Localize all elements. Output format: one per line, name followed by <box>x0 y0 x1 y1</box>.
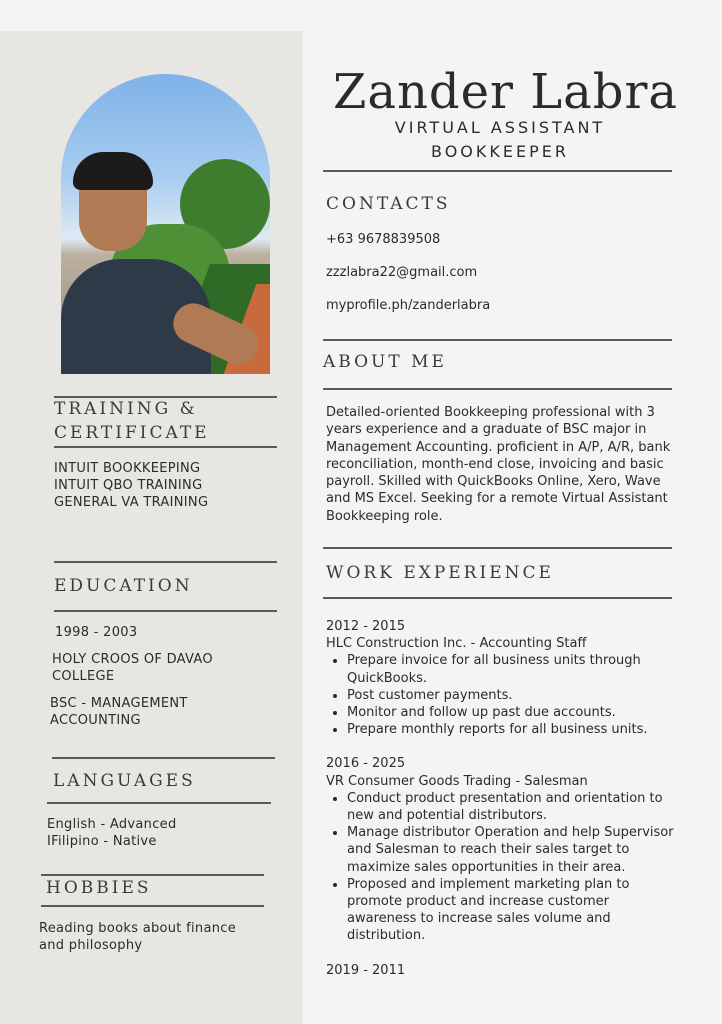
education-years: 1998 - 2003 <box>55 625 138 640</box>
job-years: 2012 - 2015 <box>326 619 406 634</box>
training-heading-line1: TRAINING & <box>54 399 198 419</box>
divider <box>323 388 672 390</box>
divider <box>323 597 672 599</box>
job-duty: • Conduct product presentation and orientation to new and potential distributors. <box>347 790 676 824</box>
about-heading: ABOUT ME <box>323 352 447 372</box>
divider <box>54 610 277 612</box>
languages-list <box>47 816 177 850</box>
job-entry <box>326 618 676 738</box>
job-duty: • Manage distributor Operation and help Supervisor and Salesman to reach their sales target to maximize sales opportunities in their area. <box>347 824 676 876</box>
job-years: 2019 - 2011 <box>326 962 406 978</box>
education-school-line2: COLLEGE <box>52 669 115 684</box>
education-school-line1: HOLY CROOS OF DAVAO <box>52 652 213 667</box>
education-degree-line1: BSC - MANAGEMENT <box>50 696 188 711</box>
photo-person-hair <box>73 152 153 190</box>
divider <box>323 339 672 341</box>
person-name: Zander Labra <box>333 64 678 120</box>
job-years: 2016 - 2025 <box>326 756 406 772</box>
job-duties <box>326 652 676 738</box>
training-item: INTUIT BOOKKEEPING <box>54 461 201 476</box>
job-title-line2: BOOKKEEPER <box>431 142 569 161</box>
languages-heading: LANGUAGES <box>53 771 196 791</box>
job-duty: • Monitor and follow up past due accounts. <box>347 704 676 721</box>
language-item: IFilipino - Native <box>47 834 157 849</box>
divider <box>323 170 672 172</box>
divider <box>52 757 275 759</box>
job-duty: • Prepare invoice for all business units through QuickBooks. <box>347 652 676 686</box>
job-title: HLC Construction Inc. - Accounting Staff <box>326 636 587 652</box>
phone-number: +63 9678839508 <box>326 232 441 247</box>
education-school <box>52 651 213 685</box>
divider <box>54 446 277 448</box>
training-item: INTUIT QBO TRAINING <box>54 478 203 493</box>
contacts-heading: CONTACTS <box>326 194 451 214</box>
work-experience-heading: WORK EXPERIENCE <box>326 563 554 583</box>
hobbies-heading: HOBBIES <box>46 878 152 898</box>
hobbies-line1: Reading books about finance <box>39 921 237 936</box>
training-heading-line2: CERTIFICATE <box>54 423 210 443</box>
hobbies-line2: and philosophy <box>39 938 143 953</box>
work-experience-list <box>326 618 676 996</box>
job-duties <box>326 790 676 945</box>
about-text: Detailed-oriented Bookkeeping professional with 3 years experience and a graduate of BSC major in Management Accounting. proficient in A/P, A/R, bank reconciliation, month-end close, invoicing and basic payroll. Skilled with QuickBooks Online, Xero, Wave and MS Excel. Seeking for a remote Virtual Assistant Bookkeeping role. <box>326 405 671 524</box>
email-address[interactable]: zzzlabra22@gmail.com <box>326 265 478 280</box>
job-entry <box>326 755 676 944</box>
divider <box>41 905 264 907</box>
training-item: GENERAL VA TRAINING <box>54 495 209 510</box>
job-title-line1: VIRTUAL ASSISTANT <box>394 118 606 137</box>
education-heading: EDUCATION <box>54 576 193 596</box>
divider <box>323 547 672 549</box>
website-link[interactable]: myprofile.ph/zanderlabra <box>326 298 491 313</box>
profile-photo <box>61 74 270 374</box>
education-degree-line2: ACCOUNTING <box>50 713 141 728</box>
hobbies-text <box>39 920 236 954</box>
job-entry <box>326 962 676 979</box>
training-list <box>54 460 208 511</box>
divider <box>54 561 277 563</box>
language-item: English - Advanced <box>47 817 177 832</box>
education-degree <box>50 695 188 729</box>
job-duty: • Post customer payments. <box>347 687 676 704</box>
job-duty: • Prepare monthly reports for all business units. <box>347 721 676 738</box>
job-duty: • Proposed and implement marketing plan to promote product and increase customer awareness to increase sales volume and distribution. <box>347 876 676 945</box>
divider <box>47 802 271 804</box>
job-title: VR Consumer Goods Trading - Salesman <box>326 773 588 789</box>
